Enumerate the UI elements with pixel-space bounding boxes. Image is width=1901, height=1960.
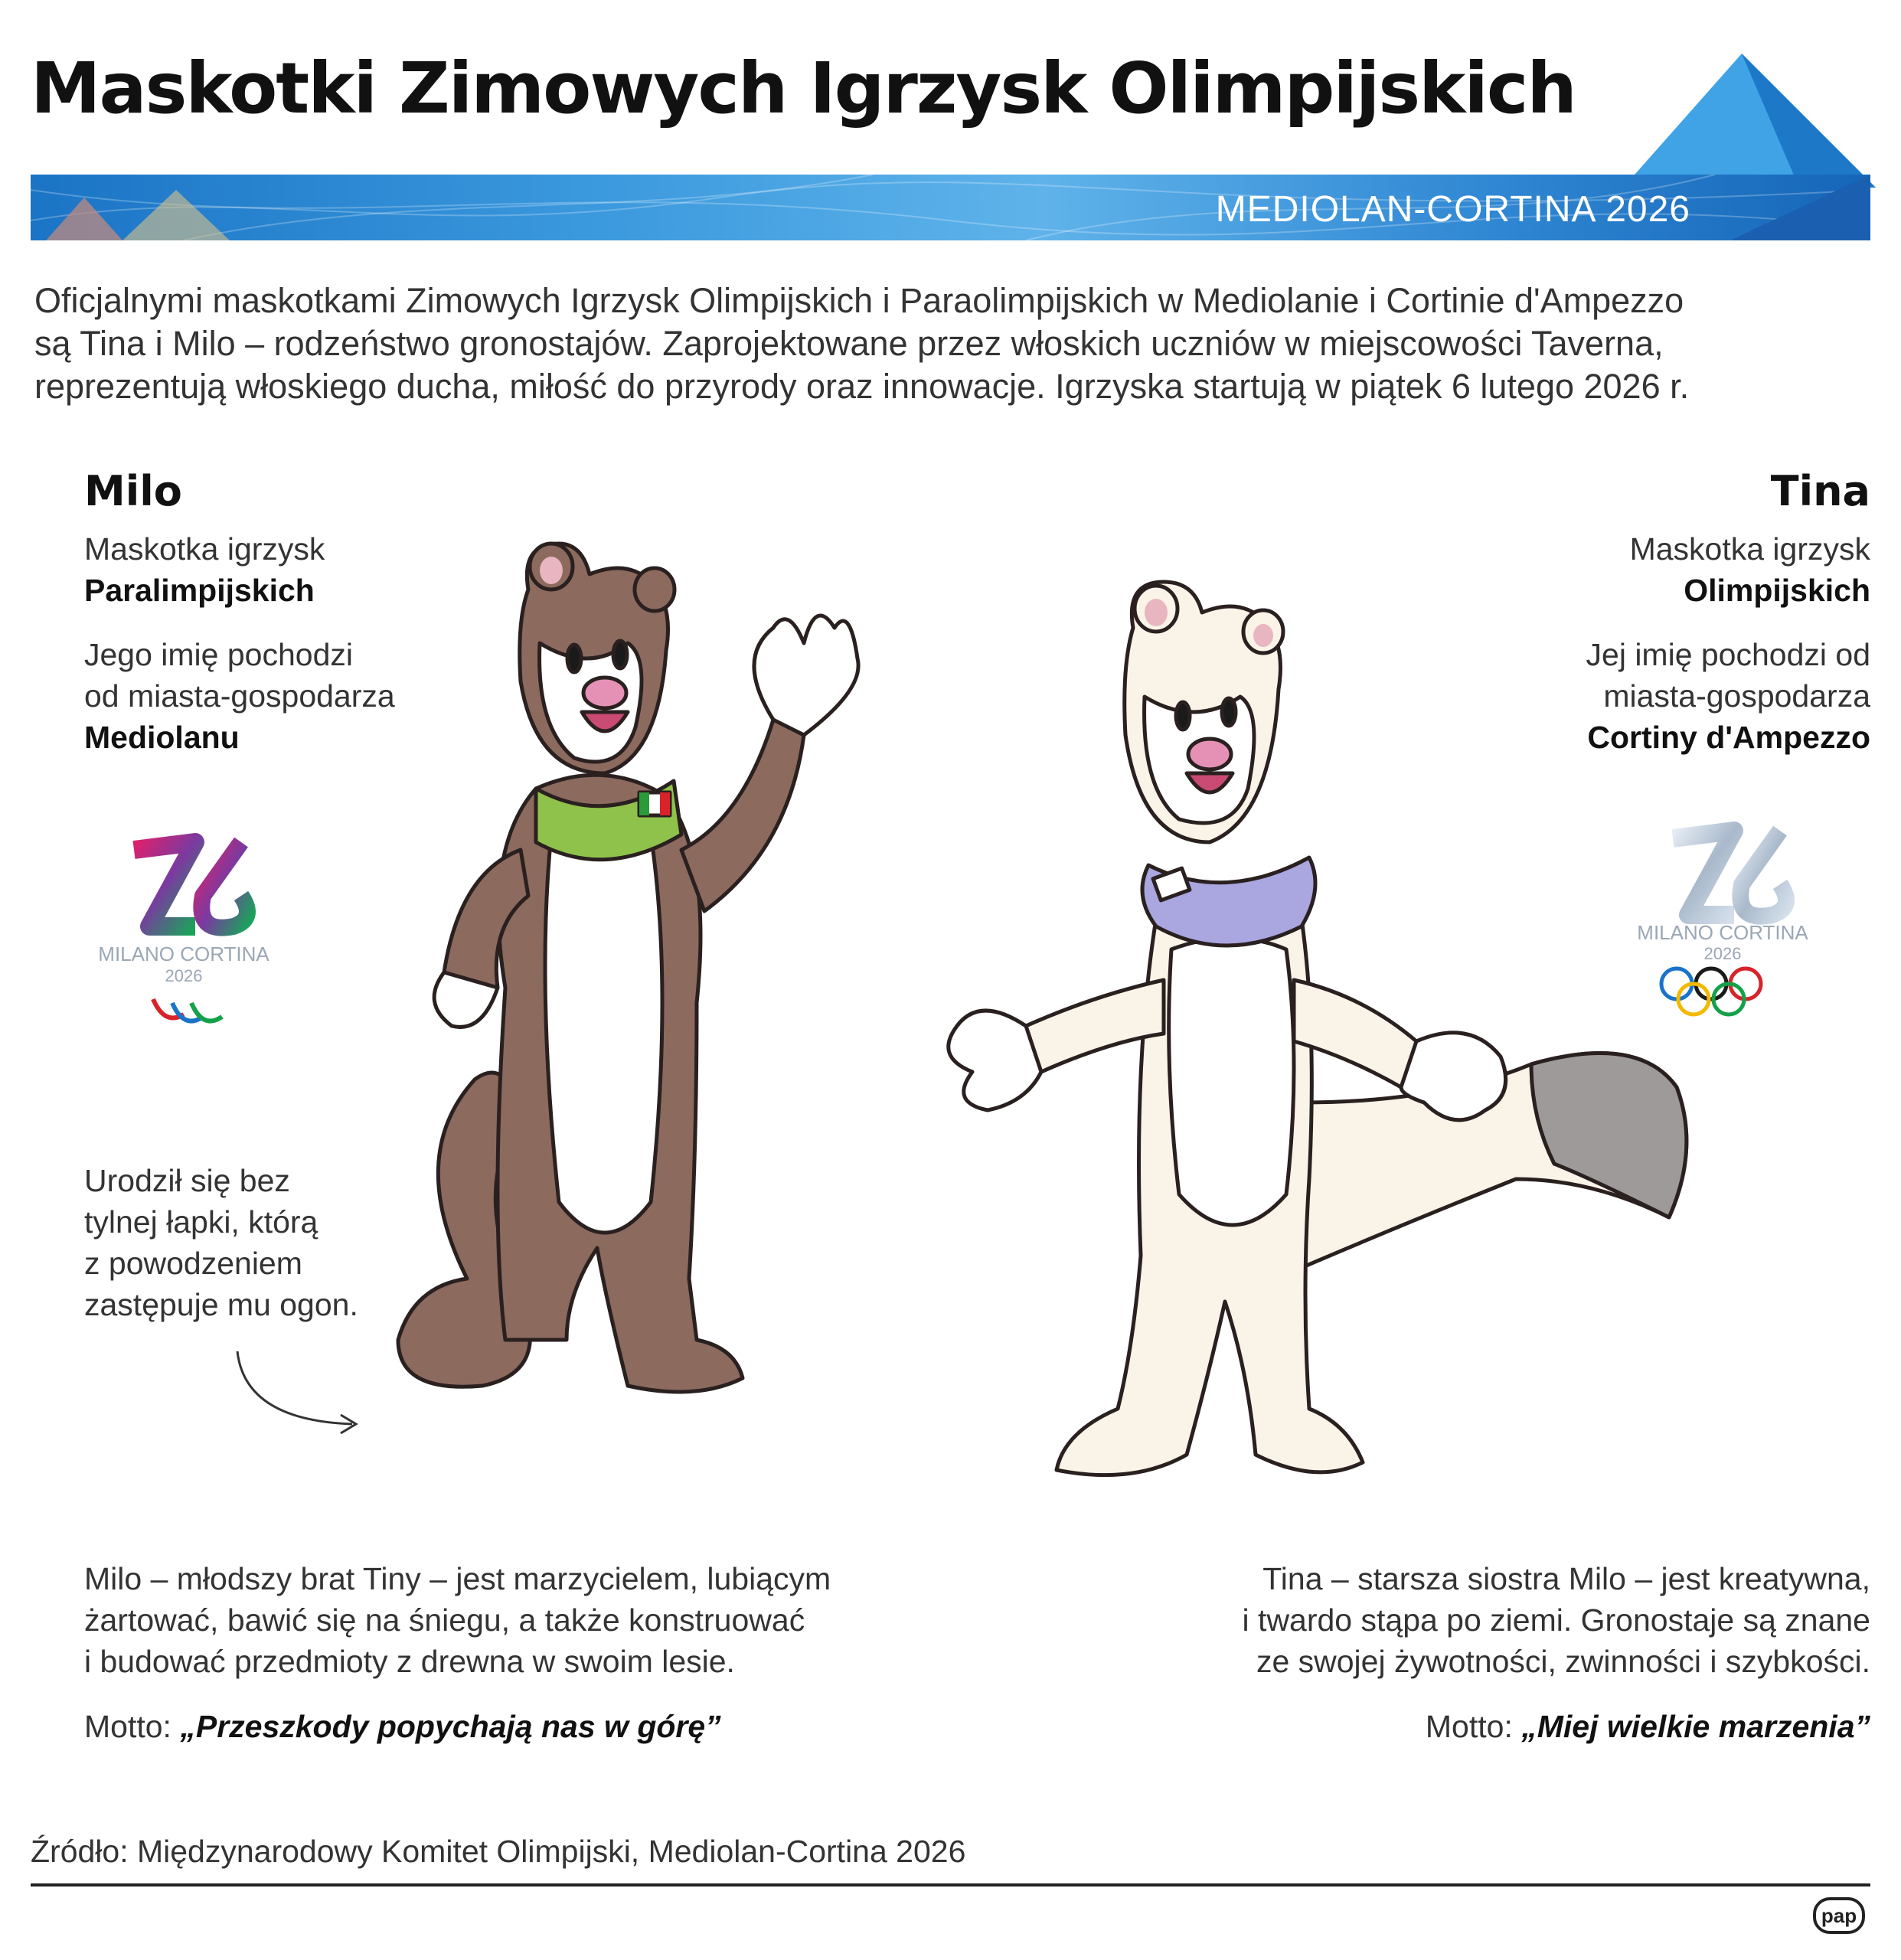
tina-description [1243, 1558, 1870, 1682]
milo-motto-text: „Przeszkody popychają nas w górę” [180, 1709, 721, 1744]
milo-mascot [375, 528, 819, 1524]
tina-origin-line1: Jej imię pochodzi od [1586, 637, 1870, 672]
milo-fact-line: zastępuje mu ogon. [84, 1287, 358, 1322]
tina-motto-text: „Miej wielkie marzenia” [1521, 1709, 1870, 1744]
milo-role-line2: Paralimpijskich [84, 573, 315, 608]
milo-fact-line: z powodzeniem [84, 1246, 302, 1281]
milo-fact-line: Urodził się bez [84, 1163, 290, 1198]
milo-origin-line3: Mediolanu [84, 720, 240, 755]
milo-motto [84, 1709, 721, 1745]
milo-role [84, 528, 325, 611]
tina-mascot [903, 567, 1807, 1547]
pap-logo: pap [1813, 1897, 1865, 1934]
intro-paragraph [34, 279, 1872, 408]
tina-role-line2: Olimpijskich [1684, 573, 1870, 608]
tina-motto [1426, 1709, 1870, 1745]
milo-description-line: żartować, bawić się na śniegu, a także konstruować [84, 1602, 805, 1638]
milo-role-line1: Maskotka igrzysk [84, 531, 325, 567]
tina-role-line1: Maskotka igrzysk [1629, 531, 1870, 567]
milo-origin-line2: od miasta-gospodarza [84, 678, 395, 714]
milo-name: Milo [84, 467, 182, 515]
logo-wordmark: MILANO CORTINA [98, 942, 269, 965]
intro-line: Oficjalnymi maskotkami Zimowych Igrzysk Olimpijskich i Paraolimpijskich w Mediolanie i Cortinie d'Ampezzo [34, 281, 1684, 320]
tina-name: Tina [1770, 467, 1870, 515]
milo-description-line: i budować przedmioty z drewna w swoim lesie. [84, 1644, 735, 1679]
tina-origin-line3: Cortiny d'Ampezzo [1587, 720, 1870, 755]
logo-year: 2026 [165, 966, 203, 985]
tina-description-line: i twardo stąpa po ziemi. Gronostaje są znane [1242, 1602, 1870, 1638]
milo-fact-line: tylnej łapki, którą [84, 1204, 318, 1240]
arrow-icon [230, 1348, 367, 1439]
tina-description-line: ze swojej żywotności, zwinności i szybkości. [1256, 1644, 1870, 1679]
milo-fact [84, 1160, 358, 1325]
page-title: Maskotki Zimowych Igrzysk Olimpijskich [31, 47, 1576, 129]
banner [31, 175, 1870, 240]
logo-year: 2026 [1703, 944, 1742, 963]
milo-description [84, 1558, 831, 1682]
banner-text: MEDIOLAN-CORTINA 2026 [1215, 189, 1690, 230]
tina-motto-label: Motto: [1425, 1709, 1513, 1744]
logo-wordmark: MILANO CORTINA [1637, 921, 1808, 944]
tina-origin-line2: miasta-gospodarza [1603, 678, 1870, 714]
footer-divider [31, 1883, 1870, 1886]
milo-motto-label: Motto: [84, 1709, 171, 1744]
tina-description-line: Tina – starsza siostra Milo – jest kreatywna, [1262, 1561, 1870, 1596]
intro-line: są Tina i Milo – rodzeństwo gronostajów. Zaprojektowane przez włoskich uczniów w miejscowości Taverna, [34, 324, 1664, 363]
milo-description-line: Milo – młodszy brat Tiny – jest marzycielem, lubiącym [84, 1561, 831, 1596]
source-note: Źródło: Międzynarodowy Komitet Olimpijski, Mediolan-Cortina 2026 [31, 1834, 966, 1869]
milano-cortina-paralympic-logo [80, 819, 287, 1034]
intro-line: reprezentują włoskiego ducha, miłość do przyrody oraz innowacje. Igrzyska startują w piątek 6 lutego 2026 r. [34, 367, 1690, 406]
milo-origin-line1: Jego imię pochodzi [84, 637, 353, 672]
milo-origin [84, 634, 395, 758]
